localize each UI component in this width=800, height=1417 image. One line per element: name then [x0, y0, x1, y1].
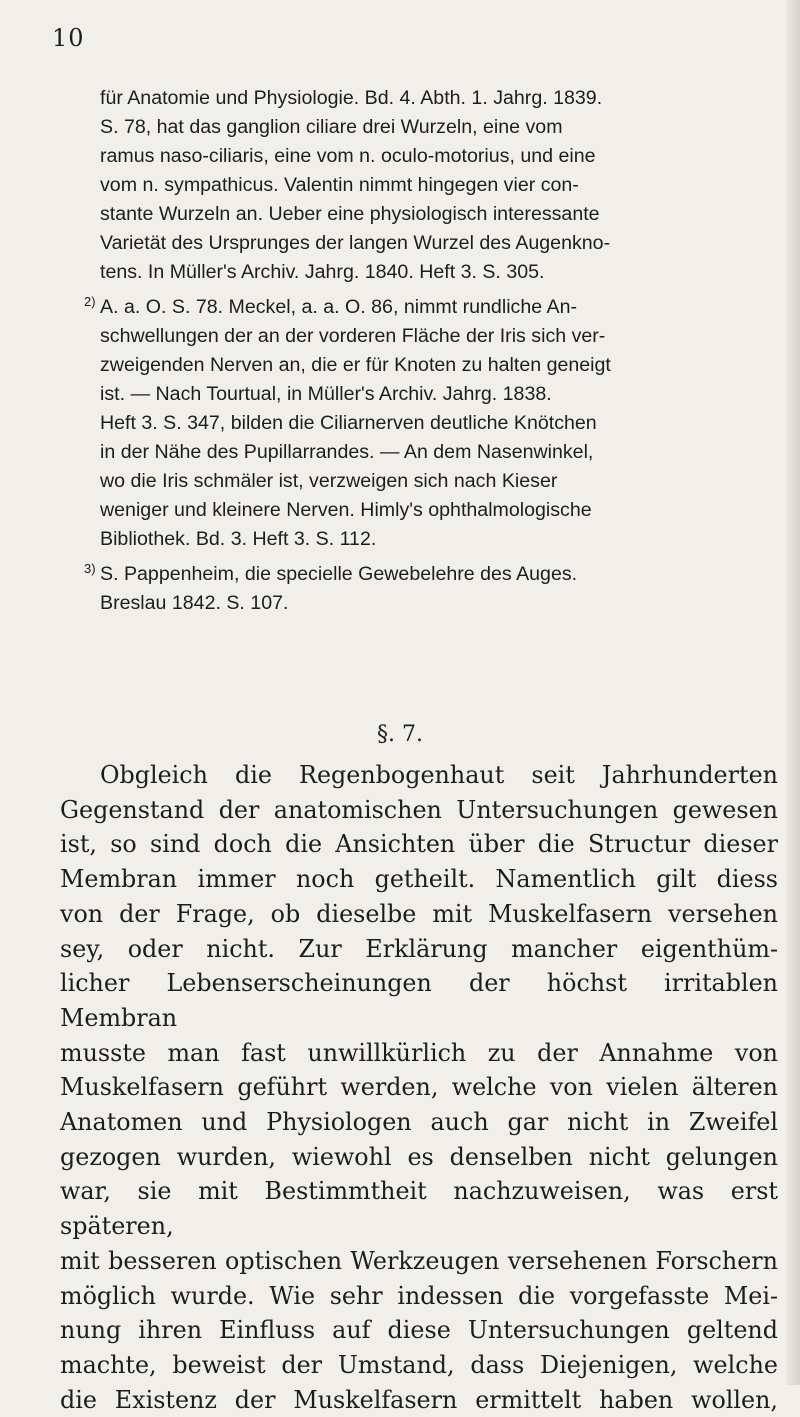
body-line: mit besseren optischen Werkzeugen versehenen Forschern	[60, 1246, 778, 1275]
body-line: die Existenz der Muskelfasern ermittelt haben wollen,	[60, 1385, 778, 1414]
footnote-line: stante Wurzeln an. Ueber eine physiologisch interessante	[100, 203, 600, 225]
body-line: musste man fast unwillkürlich zu der Annahme von	[60, 1038, 778, 1067]
body-line: Muskelfasern geführt werden, welche von vielen älteren	[60, 1073, 778, 1102]
footnotes	[84, 84, 760, 624]
footnote-line: Heft 3. S. 347, bilden die Ciliarnerven deutliche Knötchen	[100, 412, 597, 434]
footnote-line: wo die Iris schmäler ist, verzweigen sich nach Kieser	[100, 470, 558, 492]
footnote-line: für Anatomie und Physiologie. Bd. 4. Abth. 1. Jahrg. 1839.	[100, 87, 603, 109]
body-line: ist, so sind doch die Ansichten über die Structur dieser	[60, 830, 778, 859]
body-line: nung ihren Einfluss auf diese Untersuchungen geltend	[60, 1316, 778, 1345]
footnote-line: Bibliothek. Bd. 3. Heft 3. S. 112.	[100, 528, 377, 550]
body-line: möglich wurde. Wie sehr indessen die vorgefasste Mei-	[60, 1281, 778, 1310]
body-line: Obgleich die Regenbogenhaut seit Jahrhunderten	[100, 761, 778, 789]
footnote-line: S. 78, hat das ganglion ciliare drei Wurzeln, eine vom	[100, 116, 563, 138]
footnote-line: vom n. sympathicus. Valentin nimmt hingegen vier con-	[100, 174, 579, 196]
body-line: Anatomen und Physiologen auch gar nicht in Zweifel	[60, 1108, 778, 1137]
footnote-line: A. a. O. S. 78. Meckel, a. a. O. 86, nimmt rundliche An-	[100, 296, 577, 318]
page-number: 10	[52, 24, 85, 52]
footnote-line: weniger und kleinere Nerven. Himly's ophthalmologische	[100, 499, 592, 521]
footnote-marker: 2)	[84, 294, 96, 309]
footnote-line: tens. In Müller's Archiv. Jahrg. 1840. Heft 3. S. 305.	[100, 261, 545, 283]
body-line: Membran immer noch getheilt. Namentlich gilt diess	[60, 865, 778, 894]
footnote-line: ramus naso-ciliaris, eine vom n. oculo-motorius, und eine	[100, 145, 596, 167]
body-line: machte, beweist der Umstand, dass Diejenigen, welche	[60, 1350, 778, 1379]
body-line: gezogen wurden, wiewohl es denselben nicht gelungen	[60, 1142, 778, 1171]
footnote-marker: 3)	[84, 561, 96, 576]
body-paragraph	[60, 758, 778, 1417]
footnote-1-continued	[100, 84, 760, 287]
body-line: licher Lebenserscheinungen der höchst irritablen Membran	[60, 969, 778, 1032]
section-heading: §. 7.	[377, 722, 423, 747]
footnote-3	[84, 560, 760, 618]
footnote-line: Varietät des Ursprunges der langen Wurzel des Augenkno-	[100, 232, 611, 254]
body-line: sey, oder nicht. Zur Erklärung mancher eigenthüm-	[60, 934, 778, 963]
footnote-line: Breslau 1842. S. 107.	[100, 592, 289, 614]
footnote-line: ist. — Nach Tourtual, in Müller's Archiv. Jahrg. 1838.	[100, 383, 552, 405]
footnote-line: S. Pappenheim, die specielle Gewebelehre des Auges.	[100, 563, 578, 585]
body-line: war, sie mit Bestimmtheit nachzuweisen, was erst späteren,	[60, 1177, 778, 1241]
footnote-line: zweigenden Nerven an, die er für Knoten zu halten geneigt	[100, 354, 611, 376]
body-line: von der Frage, ob dieselbe mit Muskelfasern versehen	[60, 899, 778, 928]
footnote-line: schwellungen der an der vorderen Fläche der Iris sich ver-	[100, 325, 606, 347]
page-edge-shadow	[786, 0, 800, 1385]
footnote-line: in der Nähe des Pupillarrandes. — An dem Nasenwinkel,	[100, 441, 594, 463]
body-line: Gegenstand der anatomischen Untersuchungen gewesen	[60, 795, 778, 824]
footnote-2	[84, 293, 760, 554]
